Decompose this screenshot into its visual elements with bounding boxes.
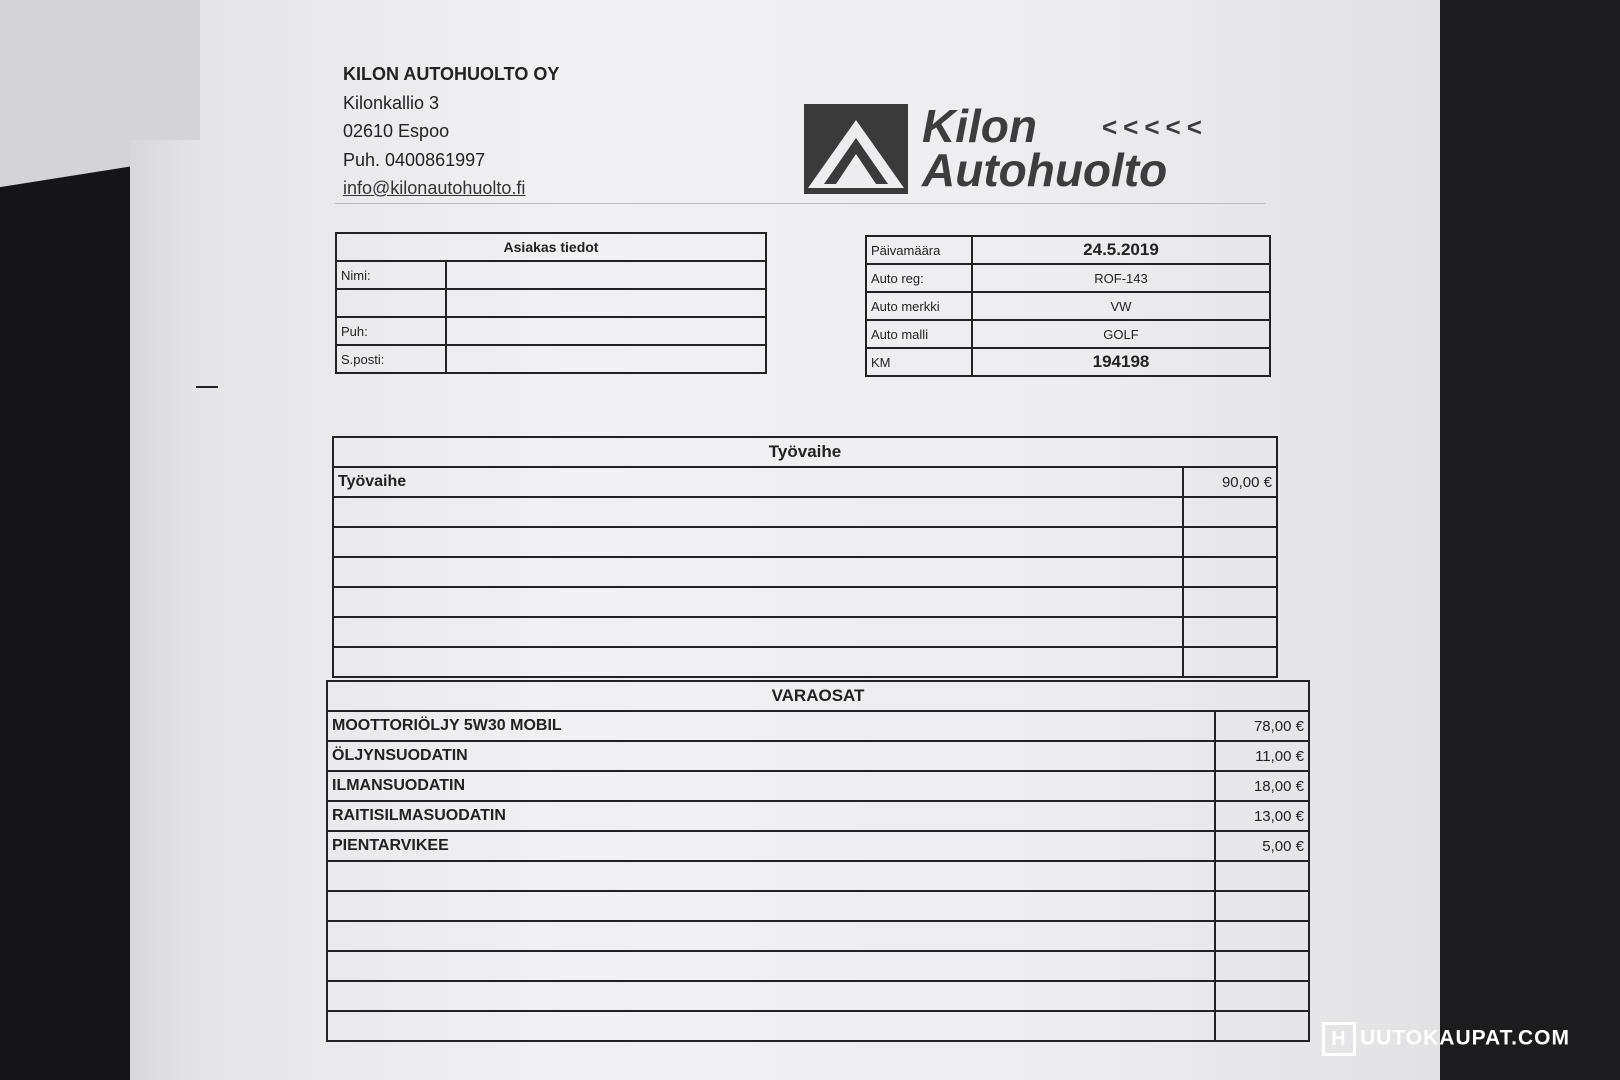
work-price [1183, 647, 1277, 677]
work-price [1183, 497, 1277, 527]
part-desc [327, 951, 1215, 981]
part-desc [327, 981, 1215, 1011]
customer-info-title: Asiakas tiedot [336, 233, 766, 261]
part-price: 5,00 € [1215, 831, 1309, 861]
work-price [1183, 587, 1277, 617]
table-row [336, 261, 766, 289]
customer-label: Puh: [336, 317, 446, 345]
table-row [866, 320, 1270, 348]
customer-value [446, 345, 766, 373]
parts-title: VARAOSAT [327, 681, 1309, 711]
work-desc [333, 617, 1183, 647]
table-row [327, 771, 1309, 801]
part-desc: ÖLJYNSUODATIN [327, 741, 1215, 771]
work-desc [333, 587, 1183, 617]
work-price [1183, 617, 1277, 647]
part-price [1215, 891, 1309, 921]
work-desc [333, 527, 1183, 557]
table-row [333, 587, 1277, 617]
table-row [327, 981, 1309, 1011]
table-row [333, 617, 1277, 647]
company-city: 02610 Espoo [343, 121, 450, 141]
part-desc: PIENTARVIKEE [327, 831, 1215, 861]
header-divider [335, 203, 1265, 204]
fold-mark [196, 386, 218, 388]
parts-table [326, 680, 1310, 1042]
company-name: KILON AUTOHUOLTO OY [343, 64, 560, 84]
work-desc [333, 647, 1183, 677]
watermark [1322, 1022, 1570, 1056]
customer-label [336, 289, 446, 317]
table-row [327, 831, 1309, 861]
table-row [327, 951, 1309, 981]
vehicle-value: VW [972, 292, 1270, 320]
logo-line-2: Autohuolto [922, 144, 1168, 196]
part-price: 13,00 € [1215, 801, 1309, 831]
watermark-text: UUTOKAUPAT.COM [1360, 1026, 1570, 1050]
vehicle-label: Auto malli [866, 320, 972, 348]
customer-value [446, 317, 766, 345]
part-desc: MOOTTORIÖLJY 5W30 MOBIL [327, 711, 1215, 741]
work-price: 90,00 € [1183, 467, 1277, 497]
table-row [327, 741, 1309, 771]
vehicle-info-table [865, 235, 1271, 377]
part-price [1215, 951, 1309, 981]
part-desc [327, 921, 1215, 951]
company-street: Kilonkallio 3 [343, 92, 440, 113]
table-row [866, 236, 1270, 264]
table-row [327, 711, 1309, 741]
watermark-box-icon: H [1322, 1022, 1356, 1056]
table-row [866, 348, 1270, 376]
part-price: 11,00 € [1215, 741, 1309, 771]
logo-chevrons: <<<<< [1102, 112, 1208, 142]
work-title: Työvaihe [333, 437, 1277, 467]
company-email-link[interactable]: info@kilonautohuolto.fi [343, 178, 526, 198]
table-row [866, 264, 1270, 292]
table-row [327, 921, 1309, 951]
company-address-block [343, 60, 559, 203]
vehicle-value: ROF-143 [972, 264, 1270, 292]
triangle-mountain-icon [804, 104, 908, 194]
work-desc [333, 497, 1183, 527]
work-desc: Työvaihe [333, 467, 1183, 497]
customer-value [446, 261, 766, 289]
part-price [1215, 1011, 1309, 1041]
work-desc [333, 557, 1183, 587]
work-price [1183, 557, 1277, 587]
table-row [327, 1011, 1309, 1041]
table-row [336, 345, 766, 373]
part-desc: ILMANSUODATIN [327, 771, 1215, 801]
part-price [1215, 981, 1309, 1011]
table-row [333, 647, 1277, 677]
part-price: 78,00 € [1215, 711, 1309, 741]
company-phone: Puh. 0400861997 [343, 149, 486, 170]
table-row [327, 891, 1309, 921]
customer-value [446, 289, 766, 317]
table-row [333, 557, 1277, 587]
part-desc [327, 1011, 1215, 1041]
table-row [333, 497, 1277, 527]
vehicle-value: GOLF [972, 320, 1270, 348]
part-price: 18,00 € [1215, 771, 1309, 801]
vehicle-label: KM [866, 348, 972, 376]
vehicle-label: Auto reg: [866, 264, 972, 292]
part-price [1215, 861, 1309, 891]
part-desc: RAITISILMASUODATIN [327, 801, 1215, 831]
table-row [336, 317, 766, 345]
work-price [1183, 527, 1277, 557]
vehicle-label: Päivamäära [866, 236, 972, 264]
vehicle-value: 194198 [972, 348, 1270, 376]
part-desc [327, 891, 1215, 921]
company-logo [804, 100, 1264, 200]
vehicle-label: Auto merkki [866, 292, 972, 320]
table-row [333, 527, 1277, 557]
table-row [327, 801, 1309, 831]
logo-line-1: Kilon [922, 100, 1037, 152]
work-table [332, 436, 1278, 678]
table-row [327, 861, 1309, 891]
customer-label: Nimi: [336, 261, 446, 289]
vehicle-value: 24.5.2019 [972, 236, 1270, 264]
customer-label: S.posti: [336, 345, 446, 373]
table-row [866, 292, 1270, 320]
part-price [1215, 921, 1309, 951]
table-row [333, 467, 1277, 497]
customer-info-table [335, 232, 767, 374]
table-row [336, 289, 766, 317]
part-desc [327, 861, 1215, 891]
